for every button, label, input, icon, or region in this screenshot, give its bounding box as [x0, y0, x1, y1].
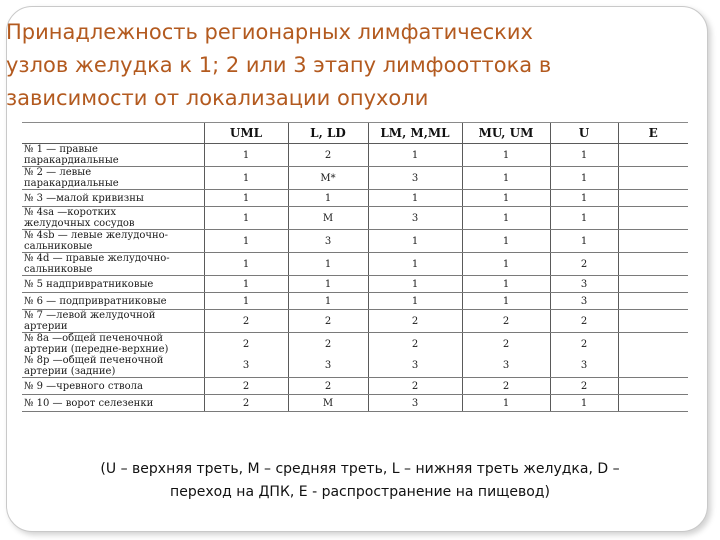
stage-value-cell: 1: [550, 190, 618, 207]
node-station-name-line: № 8p —общей печеночной: [24, 355, 164, 366]
stage-value-cell: 2: [550, 378, 618, 395]
stage-value-cell: [618, 144, 688, 167]
node-station-name: [22, 167, 204, 190]
stage-value-cell: 2 3: [462, 333, 550, 378]
column-header: [22, 123, 204, 144]
title-line: Принадлежность регионарных лимфатических: [6, 20, 533, 44]
stage-value-cell: 2: [288, 310, 368, 333]
stage-value-cell: 2: [550, 253, 618, 276]
table-row: [22, 207, 688, 230]
table-row: [22, 230, 688, 253]
stage-value-cell: [618, 333, 688, 378]
stage-value-cell: 1: [550, 144, 618, 167]
stage-value-cell: М*: [288, 167, 368, 190]
node-station-name: [22, 190, 204, 207]
stage-value-cell: 3: [368, 207, 462, 230]
stage-value-cell: 1: [462, 190, 550, 207]
node-station-name-line: № 2 — левые: [24, 167, 92, 178]
stage-value-cell: 2: [462, 310, 550, 333]
stage-value-cell: [618, 293, 688, 310]
table-row: [22, 190, 688, 207]
table-row: [22, 253, 688, 276]
stage-value-cell: 2: [204, 310, 288, 333]
table-body: [22, 144, 688, 412]
stage-value-cell: 1: [204, 167, 288, 190]
stage-value-cell: 1: [204, 253, 288, 276]
stage-value-cell: 1: [368, 253, 462, 276]
stage-value-cell: 1: [462, 253, 550, 276]
stage-value-cell: 1: [462, 293, 550, 310]
node-station-name: [22, 293, 204, 310]
stage-value-cell: [618, 167, 688, 190]
stage-value-cell: 2: [368, 310, 462, 333]
lymph-node-table-wrapper: [22, 122, 688, 443]
stage-value-cell: 2: [288, 144, 368, 167]
stage-value-cell: 3: [550, 276, 618, 293]
stage-value-cell: 1: [204, 207, 288, 230]
stage-value-cell: 1: [462, 207, 550, 230]
node-station-name: [22, 230, 204, 253]
stage-value-cell: 1: [288, 190, 368, 207]
node-station-name-line: артерии (задние): [24, 366, 116, 377]
column-header: LM, M,ML: [368, 123, 462, 144]
stage-value-cell: 1: [368, 276, 462, 293]
stage-value-cell: [618, 190, 688, 207]
node-station-name-line: № 9 —чревного ствола: [24, 380, 143, 392]
node-station-name: [22, 276, 204, 293]
stage-value-cell: [618, 378, 688, 395]
node-station-name: [22, 310, 204, 333]
node-station-name-line: № 6 — подпривратниковые: [24, 295, 167, 307]
note-line: (U – верхняя треть, M – средняя треть, L – нижняя треть желудка, D –: [100, 461, 620, 477]
table-row: [22, 276, 688, 293]
legend-note: [18, 458, 702, 504]
stage-value-cell: 3: [288, 230, 368, 253]
node-station-name: [22, 253, 204, 276]
stage-value-cell: 3: [368, 395, 462, 412]
stage-value-cell: [618, 207, 688, 230]
node-station-name-line: № 4sa —коротких: [24, 207, 117, 218]
stage-value-cell: 1: [368, 144, 462, 167]
table-header-row: [22, 123, 688, 144]
stage-value-cell: 1: [204, 276, 288, 293]
stage-value-cell: 2: [550, 310, 618, 333]
stage-value-cell: 1: [204, 190, 288, 207]
table-row: [22, 395, 688, 412]
table-row: [22, 378, 688, 395]
node-station-name-line: № 5 надпривратниковые: [24, 278, 154, 290]
stage-value-cell: 2: [204, 378, 288, 395]
stage-value-cell: 2 3: [288, 333, 368, 378]
stage-value-cell: 2 3: [368, 333, 462, 378]
node-station-name-line: сальниковые: [24, 241, 93, 252]
stage-value-cell: 3: [550, 293, 618, 310]
stage-value-cell: 3: [368, 167, 462, 190]
node-station-name: [22, 378, 204, 395]
node-station-name-line: артерии: [24, 321, 68, 332]
node-station-name-line: № 7 —левой желудочной: [24, 310, 156, 321]
node-station-name-line: № 4sb — левые желудочно-: [24, 230, 169, 241]
stage-value-cell: М: [288, 395, 368, 412]
column-header: MU, UM: [462, 123, 550, 144]
stage-value-cell: 1: [368, 190, 462, 207]
stage-value-cell: 1: [550, 167, 618, 190]
slide-title: [6, 16, 696, 115]
table-row: [22, 167, 688, 190]
stage-value-cell: 2: [204, 395, 288, 412]
table-row: [22, 333, 688, 378]
table-row: [22, 144, 688, 167]
title-line: зависимости от локализации опухоли: [6, 86, 429, 110]
stage-value-cell: 1: [288, 276, 368, 293]
stage-value-cell: 1: [288, 253, 368, 276]
stage-value-cell: 1: [368, 293, 462, 310]
lymph-node-table: [22, 122, 688, 412]
stage-value-cell: [618, 253, 688, 276]
node-station-name-line: № 8a —общей печеночной: [24, 333, 164, 344]
node-station-name-line: паракардиальные: [24, 178, 119, 189]
node-station-name-line: желудочных сосудов: [24, 218, 135, 229]
stage-value-cell: 2 3: [204, 333, 288, 378]
stage-value-cell: 1: [204, 293, 288, 310]
stage-value-cell: [618, 276, 688, 293]
table-row: [22, 310, 688, 333]
stage-value-cell: 2: [368, 378, 462, 395]
stage-value-cell: 1: [550, 207, 618, 230]
stage-value-cell: 1: [462, 395, 550, 412]
column-header: L, LD: [288, 123, 368, 144]
column-header: UML: [204, 123, 288, 144]
stage-value-cell: 1: [204, 144, 288, 167]
node-station-name-line: № 1 — правые: [24, 144, 98, 155]
stage-value-cell: 1: [368, 230, 462, 253]
column-header: U: [550, 123, 618, 144]
node-station-name: [22, 207, 204, 230]
stage-value-cell: 2: [288, 378, 368, 395]
stage-value-cell: 1: [462, 144, 550, 167]
node-station-name: [22, 333, 204, 378]
node-station-name: [22, 144, 204, 167]
stage-value-cell: 1: [462, 230, 550, 253]
node-station-name: [22, 395, 204, 412]
table-row: [22, 293, 688, 310]
stage-value-cell: 1: [462, 167, 550, 190]
stage-value-cell: 2 3: [550, 333, 618, 378]
node-station-name-line: № 3 —малой кривизны: [24, 192, 144, 204]
node-station-name-line: № 4d — правые желудочно-: [24, 253, 170, 264]
stage-value-cell: 1: [550, 230, 618, 253]
node-station-name-line: № 10 — ворот селезенки: [24, 397, 154, 409]
node-station-name-line: паракардиальные: [24, 155, 119, 166]
stage-value-cell: [618, 395, 688, 412]
stage-value-cell: 1: [462, 276, 550, 293]
stage-value-cell: 1: [288, 293, 368, 310]
node-station-name-line: сальниковые: [24, 264, 93, 275]
stage-value-cell: 2: [462, 378, 550, 395]
note-line: переход на ДПК, E - распространение на пищевод): [170, 484, 550, 500]
column-header: E: [618, 123, 688, 144]
stage-value-cell: 1: [550, 395, 618, 412]
node-station-name-line: артерии (передне-верхние): [24, 344, 169, 355]
stage-value-cell: [618, 310, 688, 333]
stage-value-cell: [618, 230, 688, 253]
stage-value-cell: М: [288, 207, 368, 230]
stage-value-cell: 1: [204, 230, 288, 253]
title-line: узлов желудка к 1; 2 или 3 этапу лимфооттока в: [6, 53, 552, 77]
